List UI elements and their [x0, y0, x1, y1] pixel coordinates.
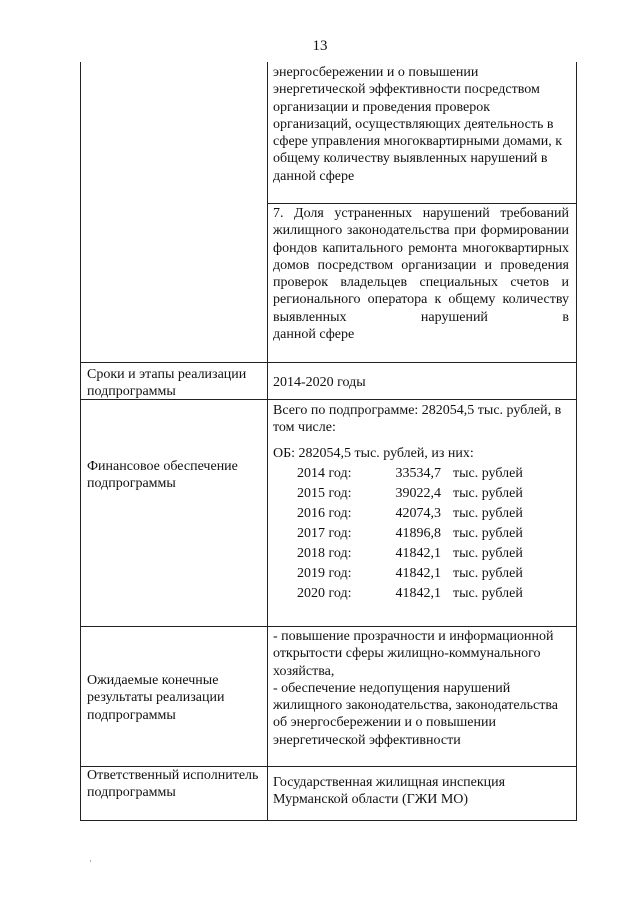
row6-right-cell: Государственная жилищная инспекция Мурманской области (ГЖИ МО)	[273, 775, 506, 808]
funding-year: 2018 год:	[297, 545, 352, 561]
row-divider	[81, 399, 576, 400]
funding-year-row	[273, 464, 569, 484]
scan-speck: ·	[89, 856, 92, 866]
row4-left-cell: Финансовое обеспечение подпрограммы	[87, 459, 238, 492]
row3-right-cell: 2014-2020 годы	[273, 375, 366, 390]
funding-amount: 41842,1	[395, 545, 441, 561]
funding-year-row	[273, 524, 569, 544]
funding-year-row	[273, 484, 569, 504]
funding-unit: тыс. рублей	[453, 545, 523, 561]
column-divider	[267, 62, 268, 820]
funding-year: 2015 год:	[297, 485, 352, 501]
funding-unit: тыс. рублей	[453, 505, 523, 521]
funding-amount: 41842,1	[395, 585, 441, 601]
funding-year: 2016 год:	[297, 505, 352, 521]
funding-unit: тыс. рублей	[453, 465, 523, 481]
row4-right-cell	[273, 402, 569, 604]
result-item: - повышение прозрачности и информационной открытости сферы жилищно-коммунального хозяйства,	[273, 629, 554, 679]
row2-right-cell	[273, 205, 569, 343]
result-item: - обеспечение недопущения нарушений жилищного законодательства, законодательства об энергосбережении и о повышении энергетической эффективности	[273, 680, 558, 748]
funding-amount: 39022,4	[395, 485, 441, 501]
funding-unit: тыс. рублей	[453, 565, 523, 581]
funding-ob: ОБ: 282054,5 тыс. рублей, из них:	[273, 445, 474, 461]
row-divider	[267, 203, 576, 204]
funding-unit: тыс. рублей	[453, 485, 523, 501]
passport-table	[80, 62, 577, 821]
row6-left-cell: Ответственный исполнитель подпрограммы	[87, 768, 259, 801]
funding-years-list	[273, 464, 569, 604]
funding-unit: тыс. рублей	[453, 525, 523, 541]
funding-total: Всего по подпрограмме: 282054,5 тыс. рублей, в том числе:	[273, 403, 562, 436]
page-number: 13	[312, 38, 328, 54]
funding-year-row	[273, 564, 569, 584]
funding-year: 2014 год:	[297, 465, 352, 481]
funding-year-row	[273, 504, 569, 524]
funding-amount: 33534,7	[395, 465, 441, 481]
funding-year: 2020 год:	[297, 585, 352, 601]
funding-unit: тыс. рублей	[453, 585, 523, 601]
funding-amount: 41842,1	[395, 565, 441, 581]
funding-year-row	[273, 544, 569, 564]
row-divider	[81, 626, 576, 627]
row2-text: 7. Доля устраненных нарушений требований жилищного законодательства при формировании фондов капитального ремонта многоквартирных домов посредством организации и проведения проверок владельцев специальных счетов и регионального оператора к общему количеству выявленных нарушений в	[273, 206, 569, 325]
row1-right-cell: энергосбережении и о повышении энергетической эффективности посредством организации и проведения проверок организаций, осуществляющих деятельность в сфере управления многоквартирными домами, к общему количеству выявленных нарушений в данной сфере	[273, 65, 562, 184]
row5-left-cell: Ожидаемые конечные результаты реализации подпрограммы	[87, 673, 225, 723]
funding-year-row	[273, 584, 569, 604]
row5-right-cell	[273, 628, 569, 749]
funding-amount: 42074,3	[395, 505, 441, 521]
row3-left-cell: Сроки и этапы реализации подпрограммы	[87, 367, 247, 400]
funding-year: 2017 год:	[297, 525, 352, 541]
row2-text-last: данной сфере	[273, 327, 355, 343]
row-divider	[81, 362, 576, 363]
funding-year: 2019 год:	[297, 565, 352, 581]
funding-amount: 41896,8	[395, 525, 441, 541]
